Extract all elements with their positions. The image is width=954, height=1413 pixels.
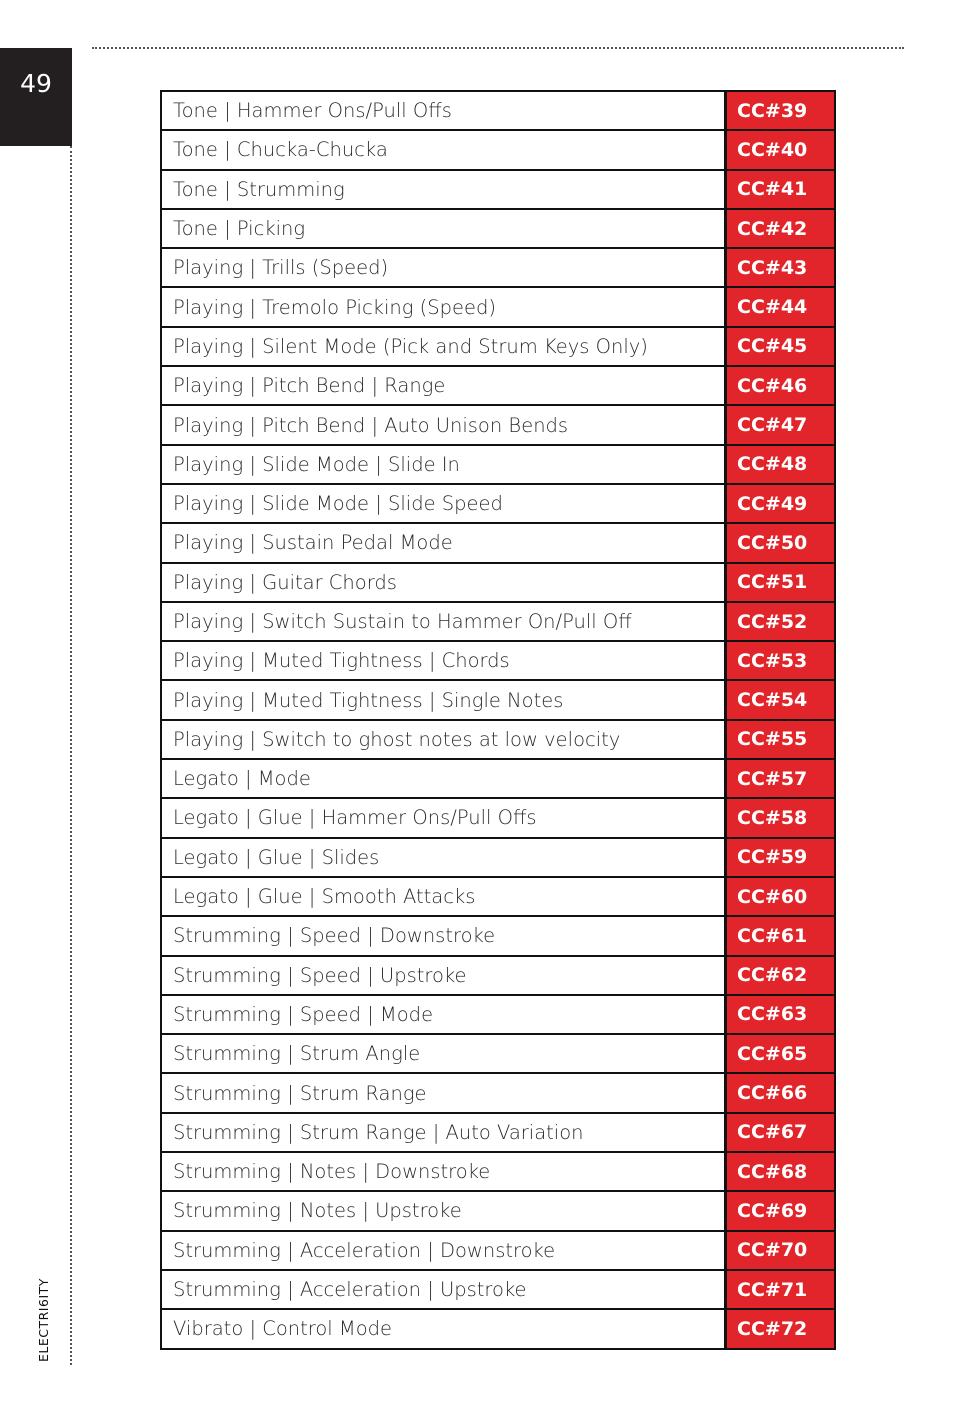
- parameter-name-cell: Playing | Slide Mode | Slide Speed: [161, 484, 726, 523]
- parameter-name-cell: Playing | Switch to ghost notes at low velocity: [161, 720, 726, 759]
- side-dotted-divider: [70, 146, 72, 1365]
- table-row: [161, 641, 835, 680]
- table-row: [161, 1231, 835, 1270]
- table-row: [161, 798, 835, 837]
- table-row: [161, 602, 835, 641]
- parameter-name-cell: Playing | Slide Mode | Slide In: [161, 445, 726, 484]
- parameter-name-cell: Tone | Hammer Ons/Pull Offs: [161, 91, 726, 130]
- parameter-name-cell: Playing | Pitch Bend | Auto Unison Bends: [161, 405, 726, 444]
- cc-number-cell: CC#67: [726, 1113, 835, 1152]
- parameter-name-cell: Playing | Tremolo Picking (Speed): [161, 287, 726, 326]
- cc-number-cell: CC#53: [726, 641, 835, 680]
- parameter-name-cell: Strumming | Strum Angle: [161, 1034, 726, 1073]
- table-row: [161, 287, 835, 326]
- table-row: [161, 1152, 835, 1191]
- cc-number-cell: CC#49: [726, 484, 835, 523]
- table-row: [161, 563, 835, 602]
- cc-number-cell: CC#65: [726, 1034, 835, 1073]
- page-number-tab: [0, 48, 72, 146]
- parameter-name-cell: Tone | Picking: [161, 209, 726, 248]
- cc-number-cell: CC#41: [726, 170, 835, 209]
- parameter-name-cell: Strumming | Strum Range | Auto Variation: [161, 1113, 726, 1152]
- table-row: [161, 405, 835, 444]
- parameter-name-cell: Legato | Mode: [161, 759, 726, 798]
- parameter-name-cell: Strumming | Speed | Upstroke: [161, 956, 726, 995]
- parameter-name-cell: Strumming | Notes | Upstroke: [161, 1191, 726, 1230]
- cc-number-cell: CC#43: [726, 248, 835, 287]
- parameter-name-cell: Playing | Pitch Bend | Range: [161, 366, 726, 405]
- parameter-name-cell: Playing | Trills (Speed): [161, 248, 726, 287]
- parameter-name-cell: Playing | Guitar Chords: [161, 563, 726, 602]
- cc-number-cell: CC#71: [726, 1270, 835, 1309]
- cc-number-cell: CC#54: [726, 680, 835, 719]
- parameter-name-cell: Playing | Sustain Pedal Mode: [161, 523, 726, 562]
- cc-number-cell: CC#57: [726, 759, 835, 798]
- page-number: 49: [20, 68, 52, 98]
- parameter-name-cell: Legato | Glue | Slides: [161, 838, 726, 877]
- table-row: [161, 445, 835, 484]
- cc-number-cell: CC#39: [726, 91, 835, 130]
- parameter-name-cell: Playing | Muted Tightness | Single Notes: [161, 680, 726, 719]
- table-row: [161, 1309, 835, 1348]
- cc-number-cell: CC#40: [726, 130, 835, 169]
- table-row: [161, 916, 835, 955]
- brand-label: ELECTRI6ITY: [36, 1278, 51, 1362]
- parameter-name-cell: Playing | Muted Tightness | Chords: [161, 641, 726, 680]
- table-row: [161, 523, 835, 562]
- cc-number-cell: CC#42: [726, 209, 835, 248]
- cc-number-cell: CC#51: [726, 563, 835, 602]
- parameter-name-cell: Playing | Switch Sustain to Hammer On/Pull Off: [161, 602, 726, 641]
- cc-number-cell: CC#60: [726, 877, 835, 916]
- cc-number-cell: CC#52: [726, 602, 835, 641]
- table-row: [161, 759, 835, 798]
- cc-number-cell: CC#72: [726, 1309, 835, 1348]
- cc-table-body: [161, 91, 835, 1349]
- table-row: [161, 130, 835, 169]
- table-row: [161, 877, 835, 916]
- cc-number-cell: CC#63: [726, 995, 835, 1034]
- parameter-name-cell: Legato | Glue | Hammer Ons/Pull Offs: [161, 798, 726, 837]
- parameter-name-cell: Strumming | Strum Range: [161, 1073, 726, 1112]
- parameter-name-cell: Legato | Glue | Smooth Attacks: [161, 877, 726, 916]
- cc-mapping-table: [160, 90, 836, 1350]
- cc-number-cell: CC#46: [726, 366, 835, 405]
- table-row: [161, 170, 835, 209]
- table-row: [161, 720, 835, 759]
- table-row: [161, 248, 835, 287]
- cc-number-cell: CC#69: [726, 1191, 835, 1230]
- table-row: [161, 1034, 835, 1073]
- parameter-name-cell: Strumming | Notes | Downstroke: [161, 1152, 726, 1191]
- parameter-name-cell: Playing | Silent Mode (Pick and Strum Keys Only): [161, 327, 726, 366]
- cc-number-cell: CC#59: [726, 838, 835, 877]
- parameter-name-cell: Strumming | Speed | Mode: [161, 995, 726, 1034]
- parameter-name-cell: Strumming | Acceleration | Downstroke: [161, 1231, 726, 1270]
- table-row: [161, 1113, 835, 1152]
- table-row: [161, 366, 835, 405]
- parameter-name-cell: Strumming | Acceleration | Upstroke: [161, 1270, 726, 1309]
- table-row: [161, 956, 835, 995]
- table-row: [161, 91, 835, 130]
- parameter-name-cell: Tone | Chucka-Chucka: [161, 130, 726, 169]
- cc-number-cell: CC#50: [726, 523, 835, 562]
- table-row: [161, 1191, 835, 1230]
- cc-number-cell: CC#47: [726, 405, 835, 444]
- table-row: [161, 680, 835, 719]
- cc-number-cell: CC#44: [726, 287, 835, 326]
- cc-number-cell: CC#58: [726, 798, 835, 837]
- table-row: [161, 327, 835, 366]
- table-row: [161, 995, 835, 1034]
- cc-number-cell: CC#48: [726, 445, 835, 484]
- parameter-name-cell: Vibrato | Control Mode: [161, 1309, 726, 1348]
- table-row: [161, 209, 835, 248]
- cc-number-cell: CC#66: [726, 1073, 835, 1112]
- parameter-name-cell: Tone | Strumming: [161, 170, 726, 209]
- cc-number-cell: CC#68: [726, 1152, 835, 1191]
- cc-number-cell: CC#45: [726, 327, 835, 366]
- table-row: [161, 1073, 835, 1112]
- table-row: [161, 1270, 835, 1309]
- top-dotted-divider: [92, 47, 904, 49]
- table-row: [161, 838, 835, 877]
- cc-number-cell: CC#70: [726, 1231, 835, 1270]
- cc-number-cell: CC#55: [726, 720, 835, 759]
- cc-number-cell: CC#62: [726, 956, 835, 995]
- cc-number-cell: CC#61: [726, 916, 835, 955]
- table-row: [161, 484, 835, 523]
- parameter-name-cell: Strumming | Speed | Downstroke: [161, 916, 726, 955]
